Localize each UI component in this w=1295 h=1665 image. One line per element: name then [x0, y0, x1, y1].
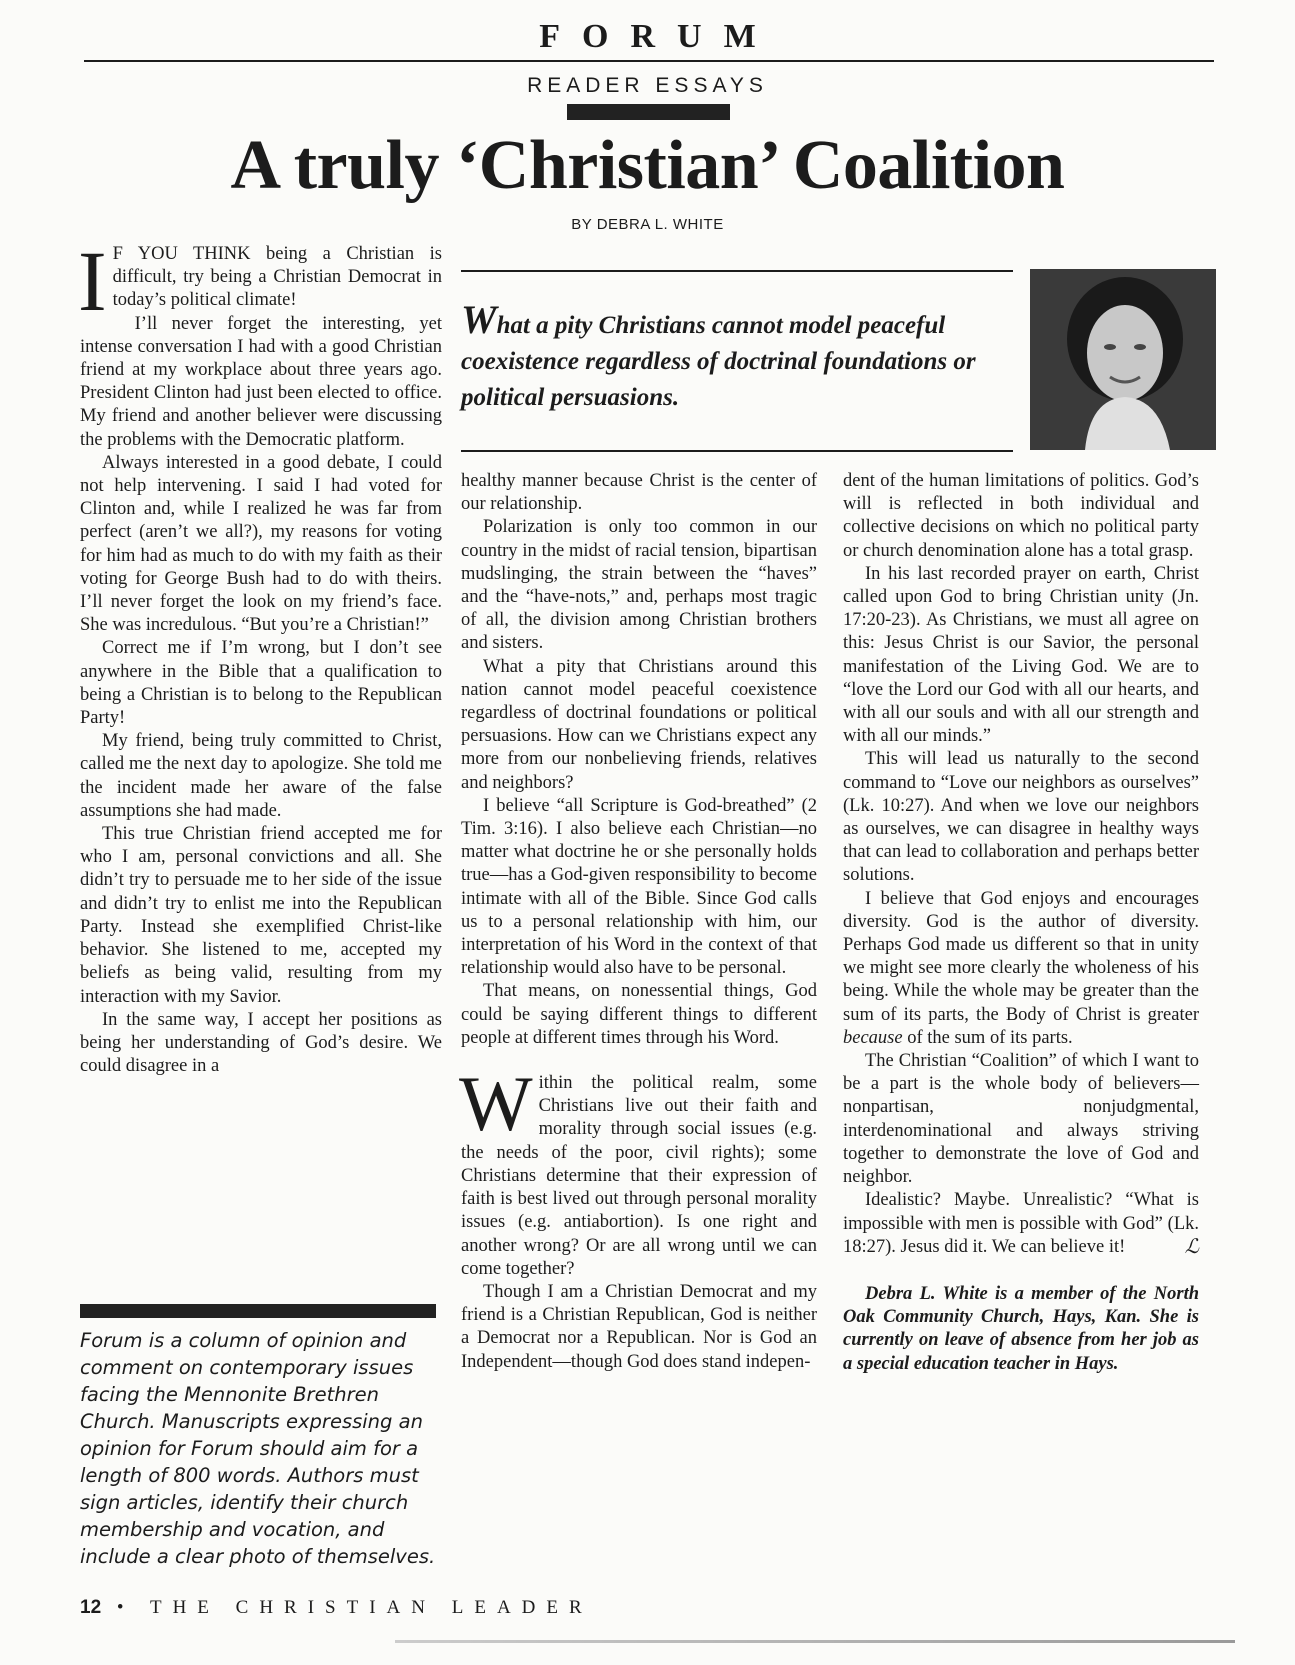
author-photo [1030, 269, 1216, 450]
paragraph: I’ll never forget the interesting, yet intense conversation I had with a good Christian friend at my workplace about three years ago. President Clinton had just been elected to office. My friend and another believer were discussing the problems with the Democratic platform. [80, 313, 442, 450]
emphasis: because [843, 1027, 903, 1048]
paragraph: Correct me if I’m wrong, but I don’t see anywhere in the Bible that a qualification to being a Christian is to belong to the Republican Party! [80, 638, 442, 729]
paragraph: In the same way, I accept her positions as being her understanding of God’s desire. We could disagree in a [80, 1009, 442, 1077]
paragraph: The Christian “Coalition” of which I want to be a part is the whole body of believers—nonpartisan, nonjudgmental, interdenominational and always striving together to demonstrate the love of God and neighbor. [843, 1051, 1199, 1188]
author-bio: Debra L. White is a member of the North Oak Community Church, Hays, Kan. She is currently on leave of absence from her job as a special education teacher in Hays. [843, 1283, 1199, 1374]
paragraph-text: Idealistic? Maybe. Unrealistic? “What is impossible with men is possible with God” (Lk. 18:27). Jesus did it. We can believe it! [843, 1190, 1199, 1257]
byline: BY DEBRA L. WHITE [571, 216, 724, 233]
publication-name: THE CHRISTIAN LEADER [149, 1597, 593, 1618]
section-label: READER ESSAYS [527, 74, 768, 97]
paragraph: This will lead us naturally to the second command to “Love our neighbors as ourselves” (Lk. 10:27). And when we love our neighbors as ourselves, we can disagree in healthy ways that can lead to collaboration and perhaps better solutions. [843, 749, 1199, 886]
column-2 [461, 470, 817, 1374]
masthead: FORUM [539, 18, 778, 55]
paragraph: My friend, being truly committed to Christ, called me the next day to apologize. She told me the incident made her aware of the false assumptions she had made. [80, 731, 442, 821]
paragraph [78, 233, 442, 329]
pullquote [461, 297, 1001, 416]
pullquote-initial: W [461, 297, 497, 342]
paragraph: I believe “all Scripture is God-breathed” (2 Tim. 3:16). I also believe each Christian—no matter what doctrine he or she personally holds true—has a God-given responsibility to become intimate with all of the Bible. Since God calls us to a personal relationship with him, our interpretation of his Word in the context of that relationship would also have to be personal. [461, 795, 817, 979]
headline: A truly ‘Christian’ Coalition [230, 127, 1065, 204]
paragraph: In his last recorded prayer on earth, Christ called upon God to bring Christian unity (Jn. 17:20-23). As Christians, we must all agree on this: Jesus Christ is our Savior, the personal manifestation of the Living God. We are to “love the Lord our God with all our hearts, and with all our souls and with all our strength and with all our minds.” [843, 563, 1199, 747]
paragraph-text: I believe that God enjoys and encourages diversity. God is the author of diversity. Perhaps God made us different so that in unity we might see more clearly the wholeness of his being. While the whole may be greater than the sum of its parts, the Body of Christ is greater [843, 888, 1199, 1025]
drop-cap: I [78, 233, 107, 329]
column-3 [843, 470, 1199, 1376]
paragraph: Always interested in a good debate, I could not help intervening. I said I had voted for Clinton and, while I realized he was far from perfect (aren’t we all?), my reasons for voting for him had as much to do with my faith as their voting for George Bush had to do with theirs. I’ll never forget the look on my friend’s face. She was incredulous. “But you’re a Christian!” [80, 452, 442, 636]
bottom-rule [395, 1640, 1235, 1643]
end-mark-icon: ℒ [1184, 1235, 1199, 1258]
paragraph [843, 888, 1199, 1050]
pullquote-rule-bottom [461, 450, 1013, 452]
section-bar [567, 104, 730, 120]
paragraph: That means, on nonessential things, God could be saying different things to different people at different times through his Word. [461, 981, 817, 1048]
paragraph-text: ithin the political realm, some Christians live out their faith and morality through social issues (e.g. the needs of the poor, civil rights); some Christians determine that their expression of faith is best lived out through personal morality issues (e.g. antiabortion). Is one right and another wrong? Or are all wrong until we can come together? [461, 1073, 817, 1279]
paragraph-text: F YOU THINK being a Christian is difficult, try being a Christian Democrat in today’s political climate! [112, 244, 442, 311]
page-footer [80, 1597, 593, 1619]
paragraph: Polarization is only too common in our country in the midst of racial tension, bipartisan mudslinging, the strain between the “haves” and the “have-nots,” and, perhaps most tragic of all, the division among Christian brothers and sisters. [461, 517, 817, 654]
page-number: 12 [80, 1597, 102, 1618]
drop-cap: W [459, 1060, 533, 1148]
paragraph [459, 1060, 817, 1281]
footer-separator: • [116, 1597, 135, 1618]
paragraph: Though I am a Christian Democrat and my friend is a Christian Republican, God is neither a Democrat nor a Republican. Nor is God an Independent—though God does stand indepen- [461, 1281, 817, 1372]
author-portrait-graphic [1030, 269, 1216, 450]
paragraph [843, 1189, 1199, 1259]
editor-note: Forum is a column of opinion and comment on contemporary issues facing the Mennonite Brethren Church. Manuscripts expressing an opinion for Forum should aim for a length of 800 words. Authors must sign articles, identify their church membership and vocation, and include a clear photo of themselves. [80, 1329, 436, 1568]
paragraph-text: of the sum of its parts. [902, 1027, 1073, 1048]
pullquote-rule-top [461, 270, 1013, 272]
note-divider-bar [80, 1304, 436, 1318]
paragraph: healthy manner because Christ is the center of our relationship. [461, 471, 817, 515]
column-1 [78, 233, 442, 1078]
paragraph: This true Christian friend accepted me for who I am, personal convictions and all. She didn’t try to persuade me to her side of the issue and didn’t try to enlist me into the Republican Party. Instead she exemplified Christ-like behavior. She listened to me, accepted my beliefs as being valid, resulting from my interaction with my Savior. [80, 824, 442, 1007]
paragraph: dent of the human limitations of politics. God’s will is reflected in both individual and collective decisions on which no political party or church denomination alone has a total grasp. [843, 471, 1199, 561]
masthead-rule [84, 60, 1214, 62]
pullquote-text: hat a pity Christians cannot model peaceful coexistence regardless of doctrinal foundations or political persuasions. [461, 312, 976, 411]
paragraph: What a pity that Christians around this nation cannot model peaceful coexistence regardless of doctrinal foundations or political persuasions. How can we Christians expect any more from our nonbelieving friends, relatives and neighbors? [461, 656, 817, 793]
